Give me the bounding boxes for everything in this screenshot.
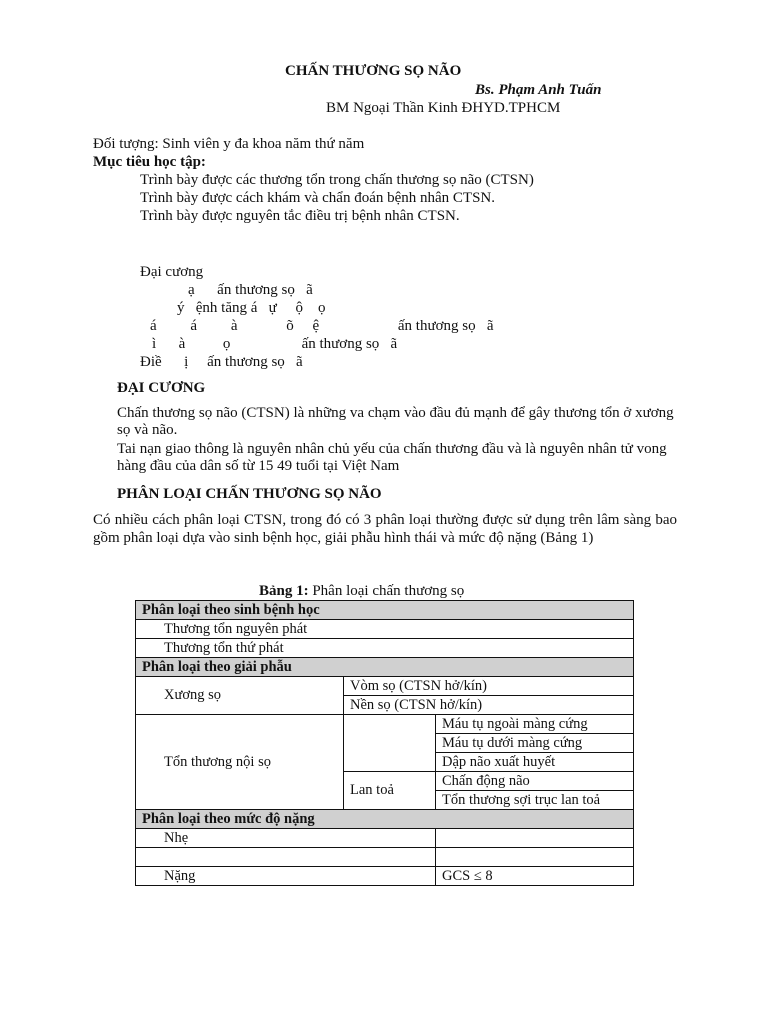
table-cell-empty: [436, 829, 634, 848]
table-row: [136, 715, 634, 734]
section-heading: PHÂN LOẠI CHẤN THƯƠNG SỌ NÃO: [117, 486, 382, 502]
table-group-header: Phân loại theo mức độ nặng: [136, 810, 634, 829]
table-cell: Tổn thương sợi trục lan toả: [436, 791, 634, 810]
table-group-header: Phân loại theo sinh bệnh học: [136, 601, 634, 620]
paragraph: Có nhiều cách phân loại CTSN, trong đó có 3 phân loại thường được sử dụng trên lâm sàng bao gồm phân loại dựa vào sinh bệnh học, giải phẫu hình thái và mức độ nặng (Bảng 1): [93, 512, 677, 546]
table-cell: Vòm sọ (CTSN hở/kín): [344, 677, 634, 696]
objective-item: Trình bày được cách khám và chẩn đoán bệnh nhân CTSN.: [140, 190, 496, 206]
table-cell: Nền sọ (CTSN hở/kín): [344, 696, 634, 715]
table-cell: Máu tụ dưới màng cứng: [436, 734, 634, 753]
objective-item: Trình bày được các thương tổn trong chấn thương sọ não (CTSN): [140, 172, 534, 188]
table-cell: Chấn động não: [436, 772, 634, 791]
section-heading: ĐẠI CƯƠNG: [117, 380, 206, 396]
toc-item: Đại cương: [140, 264, 204, 280]
table-caption-label: Bảng 1:: [259, 583, 309, 599]
toc-item: Điề ị ấn thương sọ ã: [140, 354, 303, 370]
toc-item: ý ệnh tăng á ự ộ ọ: [177, 300, 326, 316]
table-cell: Tổn thương nội sọ: [136, 715, 344, 810]
table-row: [136, 829, 634, 848]
table-row: [136, 810, 634, 829]
table-caption: [259, 582, 464, 600]
objectives-heading: Mục tiêu học tập:: [93, 154, 206, 170]
table-cell-empty: [344, 715, 436, 772]
table-cell: Nhẹ: [136, 829, 436, 848]
table-cell: Thương tổn thứ phát: [136, 639, 634, 658]
paragraph: Chấn thương sọ não (CTSN) là những va chạm vào đầu đủ mạnh để gây thương tổn ở xương sọ và não.: [117, 405, 674, 438]
table-group-header: Phân loại theo giải phẫu: [136, 658, 634, 677]
table-row: [136, 677, 634, 696]
table-cell: Thương tổn nguyên phát: [136, 620, 634, 639]
table-caption-text: Phân loại chấn thương sọ: [308, 583, 465, 599]
audience-line: Đối tượng: Sinh viên y đa khoa năm thứ năm: [93, 136, 365, 152]
objective-item: Trình bày được nguyên tắc điều trị bệnh nhân CTSN.: [140, 208, 460, 224]
table-row: [136, 620, 634, 639]
table-cell-empty: [136, 848, 436, 867]
table-cell-empty: [436, 848, 634, 867]
table-cell: Dập não xuất huyết: [436, 753, 634, 772]
classification-table: [135, 600, 634, 886]
toc-item: á á à õ ệ ấn thương sọ ã: [150, 318, 494, 334]
table-cell: Nặng: [136, 867, 436, 886]
toc-item: ì à ọ ấn thương sọ ã: [152, 336, 398, 352]
department-name: BM Ngoại Thần Kinh ĐHYD.TPHCM: [326, 100, 561, 116]
author-name: Bs. Phạm Anh Tuấn: [475, 82, 602, 98]
table-cell: Xương sọ: [136, 677, 344, 715]
toc-item: ạ ấn thương sọ ã: [188, 282, 313, 298]
table-row: [136, 658, 634, 677]
table-row: [136, 867, 634, 886]
table-row: [136, 639, 634, 658]
table-row: [136, 601, 634, 620]
paragraph: Tai nạn giao thông là nguyên nhân chủ yếu của chấn thương đầu và là nguyên nhân tử vong hàng đầu của dân số từ 15 49 tuổi tại Việt Nam: [117, 441, 667, 474]
table-cell: Lan toả: [344, 772, 436, 810]
table-row: [136, 848, 634, 867]
table-cell: Máu tụ ngoài màng cứng: [436, 715, 634, 734]
document-title: CHẤN THƯƠNG SỌ NÃO: [285, 63, 462, 79]
table-cell: GCS ≤ 8: [436, 867, 634, 886]
